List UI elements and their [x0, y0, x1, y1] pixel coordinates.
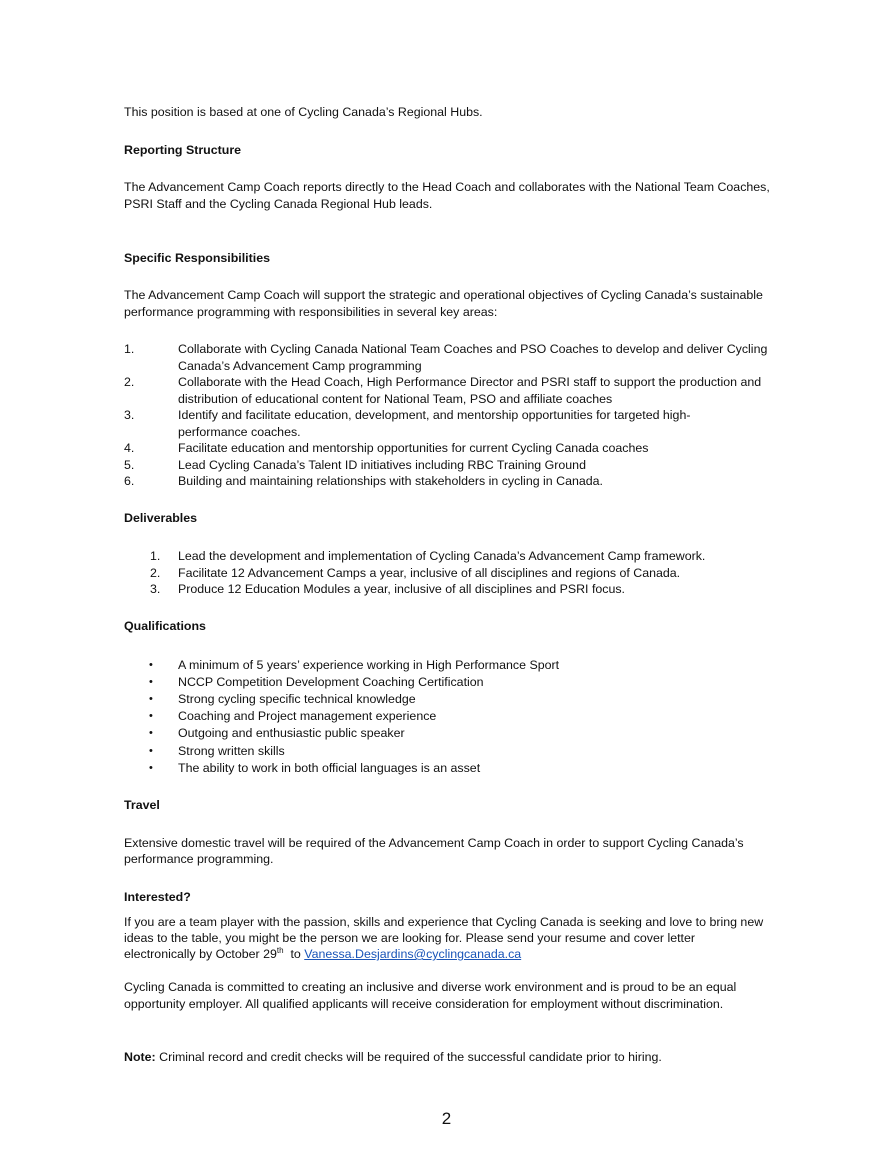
qualifications-heading: Qualifications [124, 619, 206, 633]
equal-opportunity-line-2: opportunity employer. All qualified applicants will receive consideration for employment without discrimination. [124, 997, 724, 1011]
list-number: 1. [150, 549, 161, 563]
ordinal-suffix: th [276, 945, 284, 955]
travel-line-2: performance programming. [124, 852, 274, 866]
list-number: 5. [124, 458, 135, 472]
interested-line-3 [124, 946, 784, 963]
list-text: Produce 12 Education Modules a year, inclusive of all disciplines and PSRI focus. [178, 582, 626, 596]
bullet-icon: • [149, 727, 153, 739]
interested-line-2: ideas to the table, you might be the person we are looking for. Please send your resume and cover letter [124, 931, 695, 945]
reporting-heading: Reporting Structure [124, 143, 242, 157]
list-text: The ability to work in both official languages is an asset [178, 761, 481, 775]
travel-heading: Travel [124, 798, 160, 812]
list-text: Collaborate with the Head Coach, High Performance Director and PSRI staff to support the production and [178, 375, 762, 389]
reporting-line-2: PSRI Staff and the Cycling Canada Regional Hub leads. [124, 197, 433, 211]
list-number: 3. [124, 408, 135, 422]
list-text: Strong written skills [178, 744, 285, 758]
equal-opportunity-line-1: Cycling Canada is committed to creating an inclusive and diverse work environment and is proud to be an equal [124, 980, 737, 994]
bullet-icon: • [149, 659, 153, 671]
intro-text: This position is based at one of Cycling Canada’s Regional Hubs. [124, 105, 483, 119]
deadline-text: electronically by October 29 [124, 947, 277, 961]
list-text: A minimum of 5 years’ experience working in High Performance Sport [178, 658, 560, 672]
list-text: Facilitate 12 Advancement Camps a year, inclusive of all disciplines and regions of Canada. [178, 566, 681, 580]
list-text: NCCP Competition Development Coaching Certification [178, 675, 484, 689]
bullet-icon: • [149, 693, 153, 705]
list-number: 2. [124, 375, 135, 389]
list-text: Facilitate education and mentorship opportunities for current Cycling Canada coaches [178, 441, 649, 455]
bullet-icon: • [149, 676, 153, 688]
list-text: performance coaches. [178, 425, 301, 439]
note-text [124, 1049, 784, 1066]
list-text: Outgoing and enthusiastic public speaker [178, 726, 405, 740]
deliverables-heading: Deliverables [124, 511, 198, 525]
note-body: Criminal record and credit checks will be required of the successful candidate prior to hiring. [155, 1050, 662, 1064]
note-label: Note: [124, 1050, 156, 1064]
list-number: 6. [124, 474, 135, 488]
to-text: to [283, 947, 305, 961]
list-text: Canada’s Advancement Camp programming [178, 359, 422, 373]
email-link[interactable]: Vanessa.Desjardins@cyclingcanada.ca [304, 947, 522, 961]
list-number: 2. [150, 566, 161, 580]
bullet-icon: • [149, 762, 153, 774]
responsibilities-intro-line-1: The Advancement Camp Coach will support the strategic and operational objectives of Cycling Canada’s sustainable [124, 288, 763, 302]
list-number: 3. [150, 582, 161, 596]
page-number: 2 [441, 1109, 452, 1128]
bullet-icon: • [149, 710, 153, 722]
list-text: Strong cycling specific technical knowledge [178, 692, 416, 706]
bullet-icon: • [149, 745, 153, 757]
list-number: 1. [124, 342, 135, 356]
list-text: Identify and facilitate education, development, and mentorship opportunities for targeted high- [178, 408, 691, 422]
interested-line-1: If you are a team player with the passion, skills and experience that Cycling Canada is seeking and love to bring new [124, 915, 764, 929]
reporting-line-1: The Advancement Camp Coach reports directly to the Head Coach and collaborates with the National Team Coaches, [124, 180, 770, 194]
travel-line-1: Extensive domestic travel will be required of the Advancement Camp Coach in order to support Cycling Canada’s [124, 836, 744, 850]
list-number: 4. [124, 441, 135, 455]
list-text: Lead Cycling Canada’s Talent ID initiatives including RBC Training Ground [178, 458, 586, 472]
list-text: distribution of educational content for National Team, PSO and affiliate coaches [178, 392, 613, 406]
interested-heading: Interested? [124, 890, 191, 904]
list-text: Building and maintaining relationships with stakeholders in cycling in Canada. [178, 474, 603, 488]
responsibilities-intro-line-2: performance programming with responsibilities in several key areas: [124, 305, 498, 319]
responsibilities-heading: Specific Responsibilities [124, 251, 270, 265]
list-text: Lead the development and implementation of Cycling Canada’s Advancement Camp framework. [178, 549, 706, 563]
list-text: Collaborate with Cycling Canada National Team Coaches and PSO Coaches to develop and deliver Cycling [178, 342, 768, 356]
list-text: Coaching and Project management experience [178, 709, 437, 723]
